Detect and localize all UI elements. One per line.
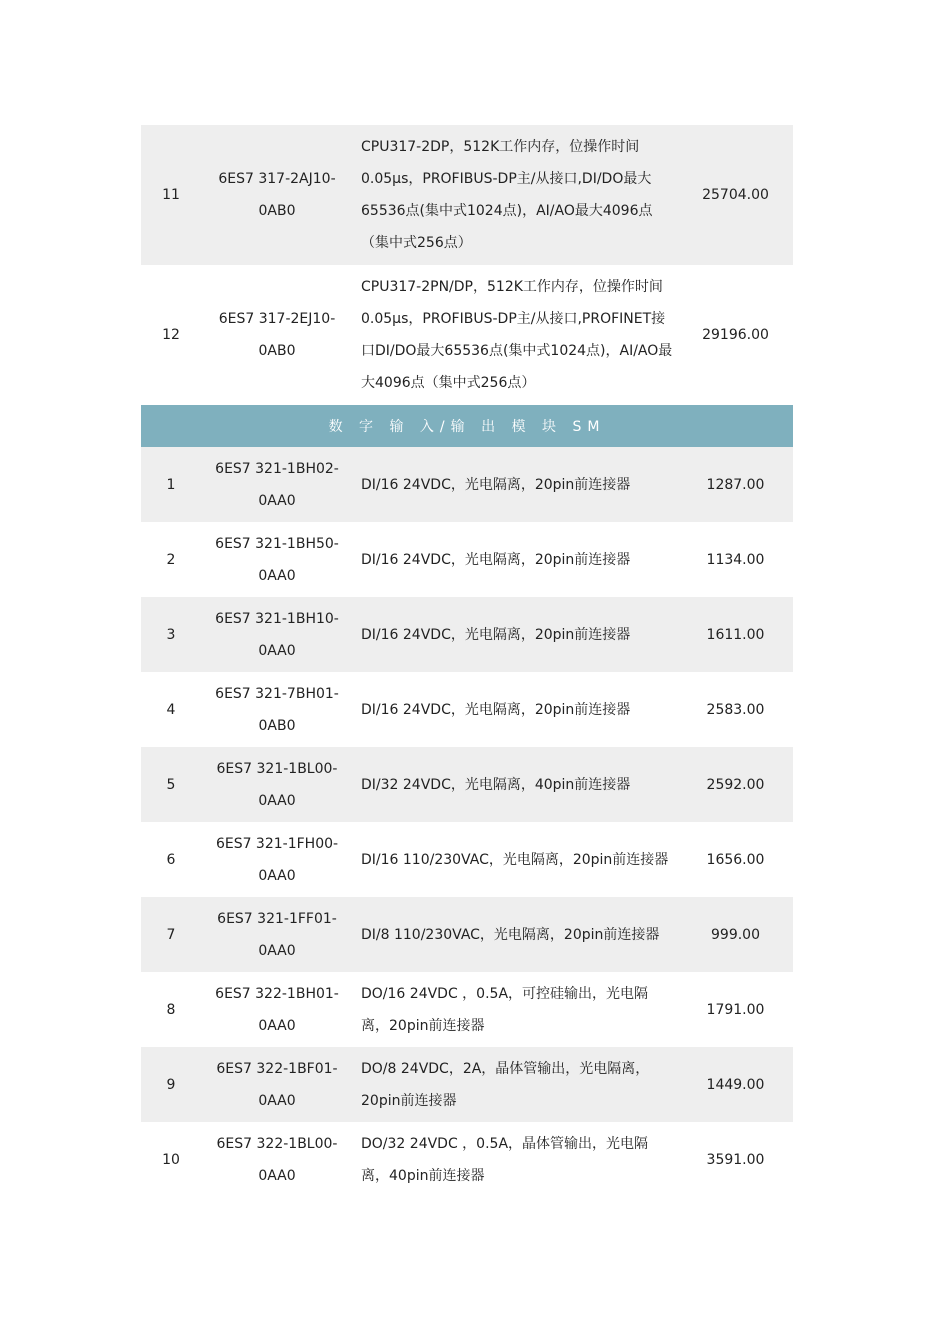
- order-number: 6ES7 321-7BH01-0AB0: [215, 685, 339, 734]
- row-index: 8: [166, 1001, 176, 1018]
- row-index: 5: [166, 776, 176, 793]
- product-description: DI/16 110/230VAC，光电隔离，20pin前连接器: [361, 851, 669, 868]
- product-description: DO/16 24VDC ，0.5A，可控硅输出，光电隔离，20pin前连接器: [361, 985, 649, 1034]
- row-index: 6: [166, 851, 176, 868]
- table-row: [141, 972, 793, 1047]
- product-description: CPU317-2PN/DP，512K工作内存，位操作时间0.05μs，PROFIBUS-DP主/从接口,PROFINET接口DI/DO最大65536点(集中式1024点)，AI/AO最大4096点（集中式256点）: [361, 279, 673, 391]
- table-row: [141, 672, 793, 747]
- table-row: [141, 447, 793, 522]
- product-description: DI/32 24VDC，光电隔离，40pin前连接器: [361, 776, 631, 793]
- row-index: 10: [162, 1151, 180, 1168]
- table-row: [141, 265, 793, 405]
- price: 999.00: [711, 926, 760, 943]
- row-index: 7: [166, 926, 176, 943]
- order-number: 6ES7 322-1BF01-0AA0: [216, 1060, 338, 1109]
- price: 1287.00: [706, 476, 765, 493]
- price: 25704.00: [702, 187, 769, 203]
- order-number: 6ES7 322-1BH01-0AA0: [215, 985, 339, 1034]
- order-number: 6ES7 321-1BH10-0AA0: [215, 610, 339, 659]
- table-row: [141, 822, 793, 897]
- product-description: DI/8 110/230VAC，光电隔离，20pin前连接器: [361, 926, 660, 943]
- price: 1791.00: [706, 1001, 765, 1018]
- price: 1611.00: [706, 626, 765, 643]
- row-index: 12: [162, 327, 180, 343]
- order-number: 6ES7 321-1FH00-0AA0: [215, 835, 339, 884]
- product-description: DO/8 24VDC，2A，晶体管输出，光电隔离，20pin前连接器: [361, 1060, 650, 1109]
- price: 1134.00: [706, 551, 765, 568]
- product-description: DI/16 24VDC，光电隔离，20pin前连接器: [361, 701, 631, 718]
- product-description: DI/16 24VDC，光电隔离，20pin前连接器: [361, 551, 631, 568]
- product-description: DO/32 24VDC ，0.5A，晶体管输出，光电隔离，40pin前连接器: [361, 1135, 649, 1184]
- table-row: [141, 125, 793, 265]
- row-index: 11: [162, 187, 180, 203]
- price: 29196.00: [702, 327, 769, 343]
- table-row: [141, 1047, 793, 1122]
- order-number: 6ES7 321-1BH50-0AA0: [215, 535, 339, 584]
- order-number: 6ES7 317-2AJ10-0AB0: [218, 171, 336, 219]
- price: 1449.00: [706, 1076, 765, 1093]
- table-row: [141, 897, 793, 972]
- table-row: [141, 522, 793, 597]
- order-number: 6ES7 321-1BL00-0AA0: [216, 760, 338, 809]
- table-row: [141, 1122, 793, 1197]
- price-table: [141, 125, 793, 1197]
- row-index: 3: [166, 626, 176, 643]
- table-row: [141, 747, 793, 822]
- row-index: 2: [166, 551, 176, 568]
- order-number: 6ES7 317-2EJ10-0AB0: [218, 311, 336, 359]
- product-description: DI/16 24VDC，光电隔离，20pin前连接器: [361, 626, 631, 643]
- section-header: 数 字 输 入/输 出 模 块 SM: [141, 405, 793, 447]
- price: 1656.00: [706, 851, 765, 868]
- price: 2592.00: [706, 776, 765, 793]
- product-description: CPU317-2DP，512K工作内存，位操作时间0.05μs，PROFIBUS-DP主/从接口,DI/DO最大65536点(集中式1024点)，AI/AO最大4096点（集中式256点）: [361, 139, 653, 251]
- order-number: 6ES7 321-1FF01-0AA0: [217, 910, 337, 959]
- row-index: 1: [166, 476, 176, 493]
- product-description: DI/16 24VDC，光电隔离，20pin前连接器: [361, 476, 631, 493]
- price: 3591.00: [706, 1151, 765, 1168]
- row-index: 9: [166, 1076, 176, 1093]
- table-row: [141, 597, 793, 672]
- price: 2583.00: [706, 701, 765, 718]
- order-number: 6ES7 321-1BH02-0AA0: [215, 460, 339, 509]
- order-number: 6ES7 322-1BL00-0AA0: [216, 1135, 338, 1184]
- row-index: 4: [166, 701, 176, 718]
